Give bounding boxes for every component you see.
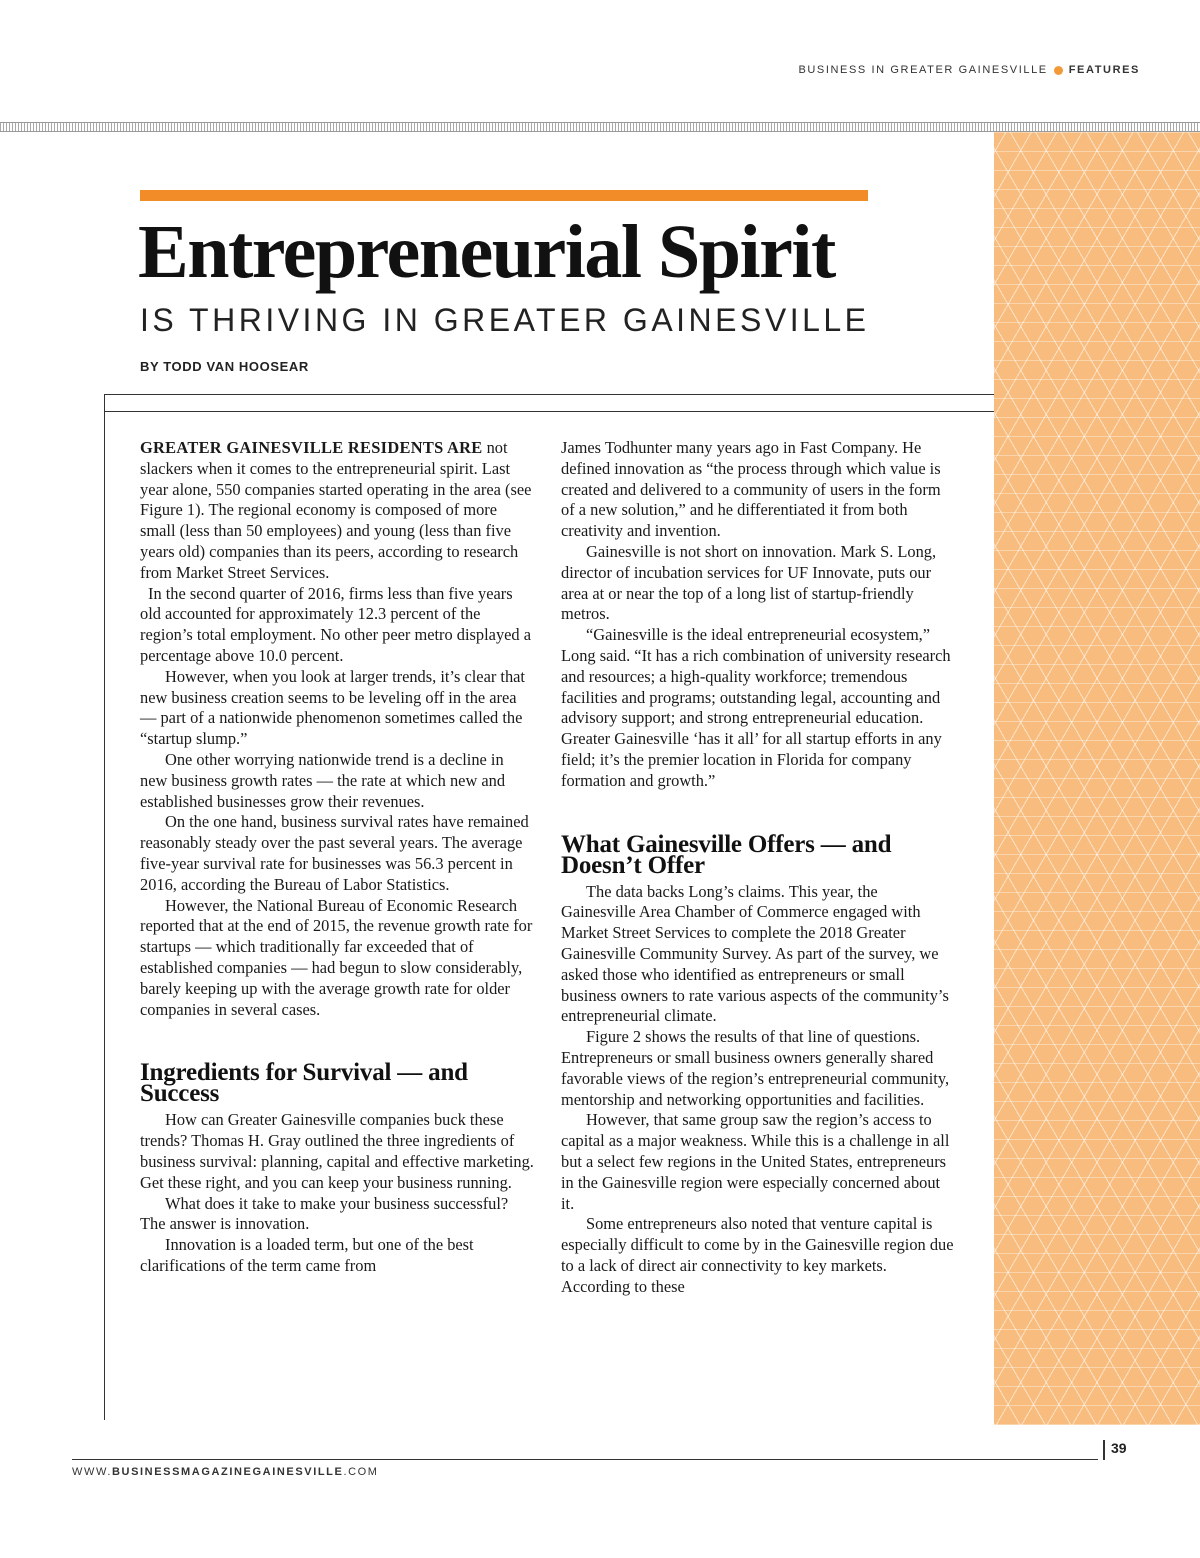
decorative-pattern-panel — [994, 132, 1200, 1425]
article-column-right-text — [561, 438, 956, 1297]
footer-tick — [1103, 1440, 1105, 1460]
paragraph: Innovation is a loaded term, but one of the best clarifications of the term came from — [140, 1235, 474, 1275]
url-prefix: WWW. — [72, 1466, 112, 1478]
paragraph: On the one hand, business survival rates have remained reasonably steady over the past several years. The average five-year survival rate for businesses was 56.3 percent in 2016, according the Bureau of Labor Statistics. — [140, 812, 529, 894]
page-number: 39 — [1111, 1440, 1127, 1456]
article-subtitle: IS THRIVING IN GREATER GAINESVILLE — [140, 302, 870, 338]
article-frame-left — [104, 412, 105, 1420]
paragraph: Figure 2 shows the results of that line of questions. Entrepreneurs or small business owners generally shared favorable views of the region’s entrepreneurial community, mentorship and networking opportunities and facilities. — [561, 1027, 950, 1109]
paragraph: Some entrepreneurs also noted that venture capital is especially difficult to come by in the Gainesville region due to a lack of direct air connectivity to key markets. According to these — [561, 1214, 954, 1296]
paragraph: How can Greater Gainesville companies buck these trends? Thomas H. Gray outlined the three ingredients of business survival: planning, capital and effective marketing. Get these right, and you can keep your business running. — [140, 1110, 534, 1192]
url-domain: BUSINESSMAGAZINEGAINESVILLE — [112, 1466, 344, 1478]
paragraph: The data backs Long’s claims. This year, the Gainesville Area Chamber of Commerce engaged with Market Street Services to complete the 2018 Greater Gainesville Community Survey. As part of the survey, we asked those who identified as entrepreneurs or small business owners to rate various aspects of the community’s entrepreneurial climate. — [561, 881, 949, 1026]
paragraph: However, the National Bureau of Economic Research reported that at the end of 2015, the revenue growth rate for startups — which traditionally far exceeded that of established companies — had begun to slow considerably, barely keeping up with the average growth rate for older companies in several cases. — [140, 895, 533, 1019]
running-head — [798, 64, 1140, 76]
article-title: Entrepreneurial Spirit — [138, 210, 835, 294]
paragraph: In the second quarter of 2016, firms less than five years old accounted for approximately 12.3 percent of the region’s total employment. No other peer metro displayed a percentage above 10.0 percent. — [140, 583, 531, 665]
paragraph: However, that same group saw the region’s access to capital as a major weakness. While this is a challenge in all but a select few regions in the United States, entrepreneurs in the Gainesville region were especially concerned about it. — [561, 1110, 950, 1213]
section-heading: Ingredients for Survival — and Success — [140, 1059, 468, 1108]
paragraph: “Gainesville is the ideal entrepreneurial ecosystem,” Long said. “It has a rich combination of university research and resources; a high-quality workforce; tremendous facilities and programs; outstanding legal, accounting and advisory support; and strong entrepreneurial education. Greater Gainesville ‘has it all’ for all startup efforts in any field; it’s the premier location in Florida for company formation and growth.” — [561, 625, 951, 790]
section-name: FEATURES — [1068, 64, 1140, 76]
article-byline: BY TODD VAN HOOSEAR — [140, 359, 309, 374]
paragraph: Gainesville is not short on innovation. Mark S. Long, director of incubation services for UF Innovate, puts our area at or near the top of a long list of startup-friendly metros. — [561, 541, 937, 624]
paragraph: One other worrying nationwide trend is a decline in new business growth rates — the rate at which new and established businesses grow their revenues. — [140, 749, 506, 811]
footer-rule — [72, 1459, 1098, 1460]
paragraph: What does it take to make your business successful? The answer is innovation. — [140, 1193, 509, 1234]
publication-name: BUSINESS IN GREATER GAINESVILLE — [798, 64, 1048, 76]
paragraph-continued: James Todhunter many years ago in Fast Company. He defined innovation as “the process through which value is created and delivered to a community of users in the form of a new solution,” and he differentiated it from both creativity and invention. — [561, 438, 941, 541]
section-heading: What Gainesville Offers — and Doesn’t Offer — [561, 830, 892, 879]
footer-url-link[interactable] — [72, 1466, 379, 1478]
article-column-left — [140, 438, 535, 1277]
lead-paragraph — [140, 438, 535, 584]
lead-in: GREATER GAINESVILLE RESIDENTS ARE — [140, 438, 483, 457]
orange-dot-icon — [1054, 66, 1063, 75]
paragraph-text: not slackers when it comes to the entrepreneurial spirit. Last year alone, 550 companies started operating in the area (see Figure 1). The regional economy is composed of more small (less than 50 employees) and young (less than five years old) companies than its peers, according to research from Market Street Services. — [140, 438, 532, 582]
paragraph: However, when you look at larger trends, it’s clear that new business creation seems to be leveling off in the area — part of a nationwide phenomenon sometimes called the “startup slump.” — [140, 666, 525, 749]
hatched-divider — [0, 122, 1200, 132]
title-accent-bar — [140, 190, 868, 201]
article-frame-top — [104, 394, 994, 412]
url-suffix: .COM — [343, 1466, 379, 1478]
